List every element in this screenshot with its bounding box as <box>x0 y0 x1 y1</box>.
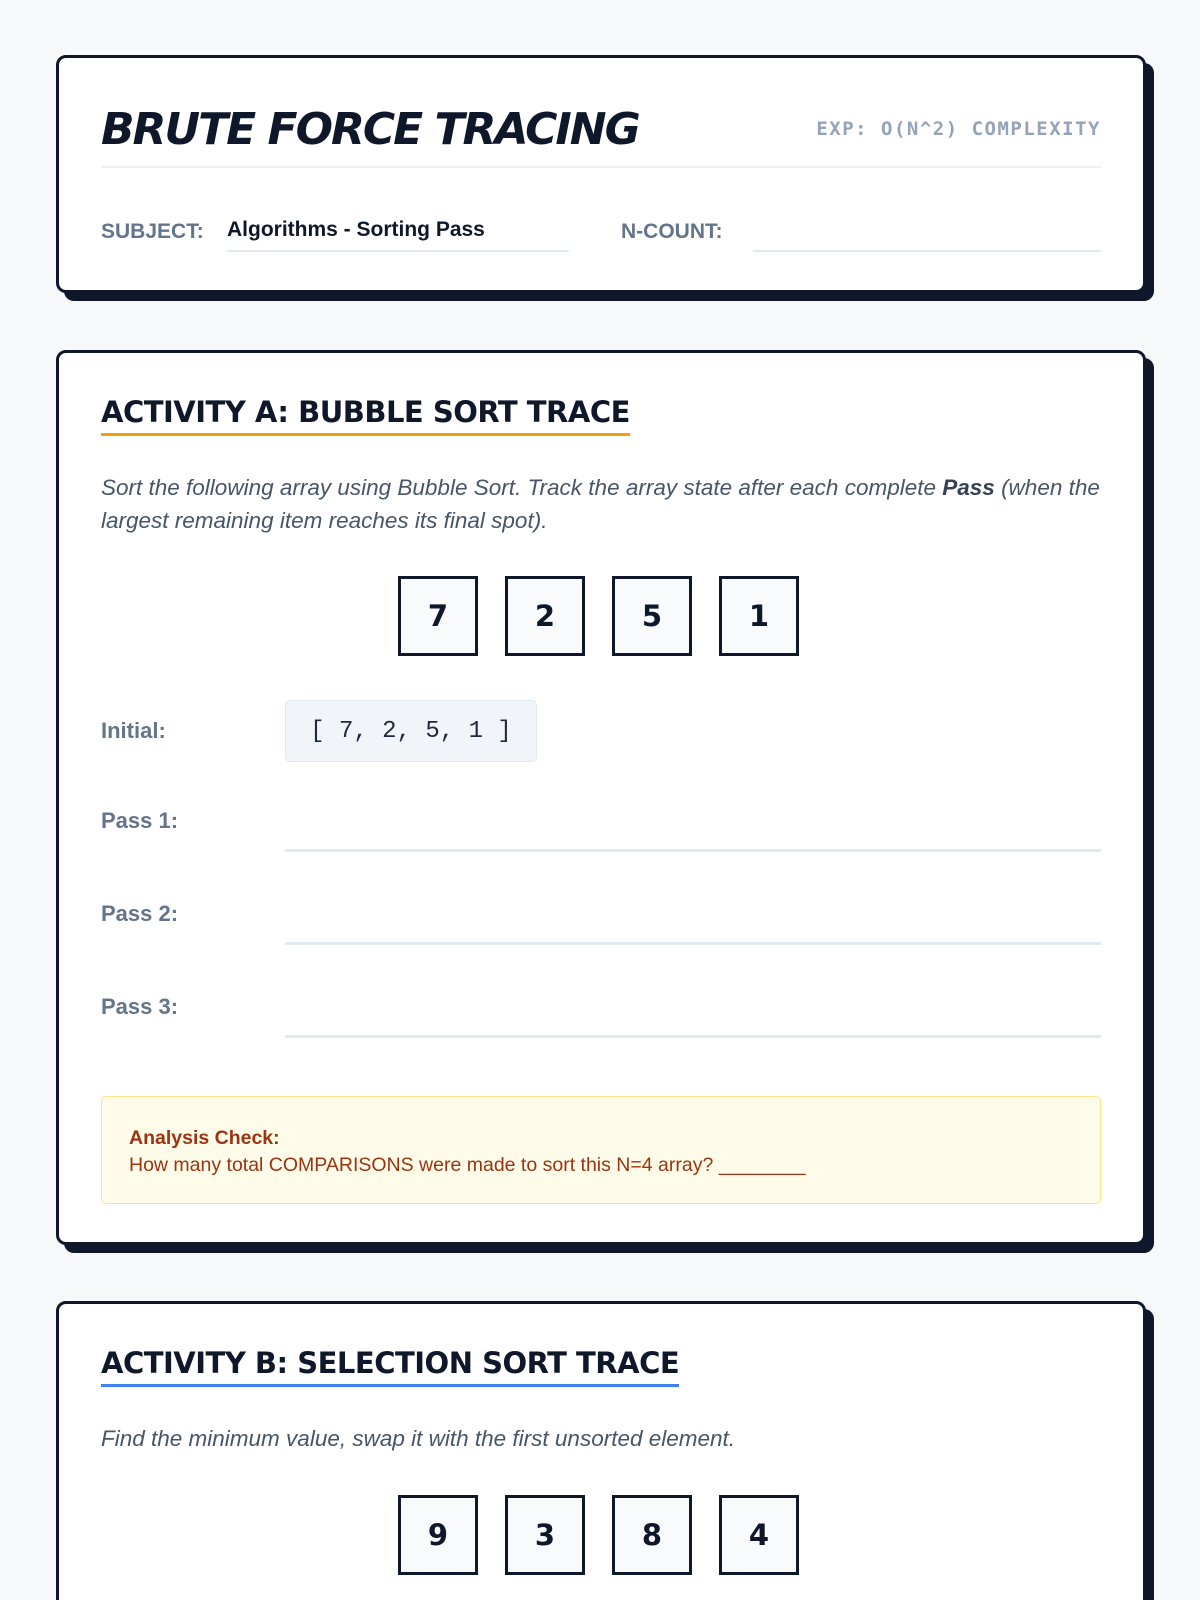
trace-label: Pass 2: <box>101 901 179 926</box>
activity-a-desc-bold: Pass <box>942 475 995 500</box>
activity-a-desc-main: Sort the following array using Bubble Sort. Track the array state after each complete <box>101 475 943 500</box>
trace-row-pass-2 <box>101 883 1101 945</box>
trace-label: Pass 1: <box>101 808 179 833</box>
header-top <box>101 98 1101 168</box>
array-cell: 5 <box>612 576 692 656</box>
activity-b-title: ACTIVITY B: SELECTION SORT TRACE <box>101 1346 679 1387</box>
array-cell: 8 <box>612 1495 692 1575</box>
trace-row-pass-1 <box>101 790 1101 852</box>
activity-a-description <box>101 471 1101 537</box>
header-card <box>56 55 1146 293</box>
analysis-check-callout <box>101 1096 1101 1204</box>
activity-a-card <box>56 350 1146 1245</box>
initial-array-value: [ 7, 2, 5, 1 ] <box>285 700 537 762</box>
pass-3-answer-field[interactable] <box>285 976 1101 1038</box>
pass-2-answer-field[interactable] <box>285 883 1101 945</box>
complexity-label: EXP: O(N^2) COMPLEXITY <box>816 118 1101 140</box>
ncount-field[interactable] <box>753 212 1101 252</box>
array-cell: 1 <box>719 576 799 656</box>
meta-row <box>101 206 1101 256</box>
activity-a-desc-tail: (when the largest remaining item reaches its final spot). <box>101 475 1100 533</box>
activity-a-array <box>398 576 799 656</box>
analysis-check-question: How many total COMPARISONS were made to sort this N=4 array? ________ <box>129 1154 806 1176</box>
array-cell: 3 <box>505 1495 585 1575</box>
array-cell: 4 <box>719 1495 799 1575</box>
trace-label: Initial: <box>101 718 166 743</box>
trace-row-pass-3 <box>101 976 1101 1038</box>
activity-b-card <box>56 1301 1146 1600</box>
subject-label: SUBJECT: <box>101 220 204 243</box>
trace-row-initial <box>101 700 1101 762</box>
trace-label: Pass 3: <box>101 994 179 1019</box>
array-cell: 9 <box>398 1495 478 1575</box>
activity-a-title: ACTIVITY A: BUBBLE SORT TRACE <box>101 395 630 436</box>
ncount-label: N-COUNT: <box>621 220 723 243</box>
page-title: BRUTE FORCE TRACING <box>101 103 639 155</box>
activity-b-array <box>398 1495 799 1575</box>
analysis-check-title: Analysis Check: <box>129 1127 280 1149</box>
array-cell: 7 <box>398 576 478 656</box>
pass-1-answer-field[interactable] <box>285 790 1101 852</box>
array-cell: 2 <box>505 576 585 656</box>
subject-field[interactable]: Algorithms - Sorting Pass <box>227 212 569 252</box>
activity-b-description: Find the minimum value, swap it with the first unsorted element. <box>101 1426 736 1451</box>
